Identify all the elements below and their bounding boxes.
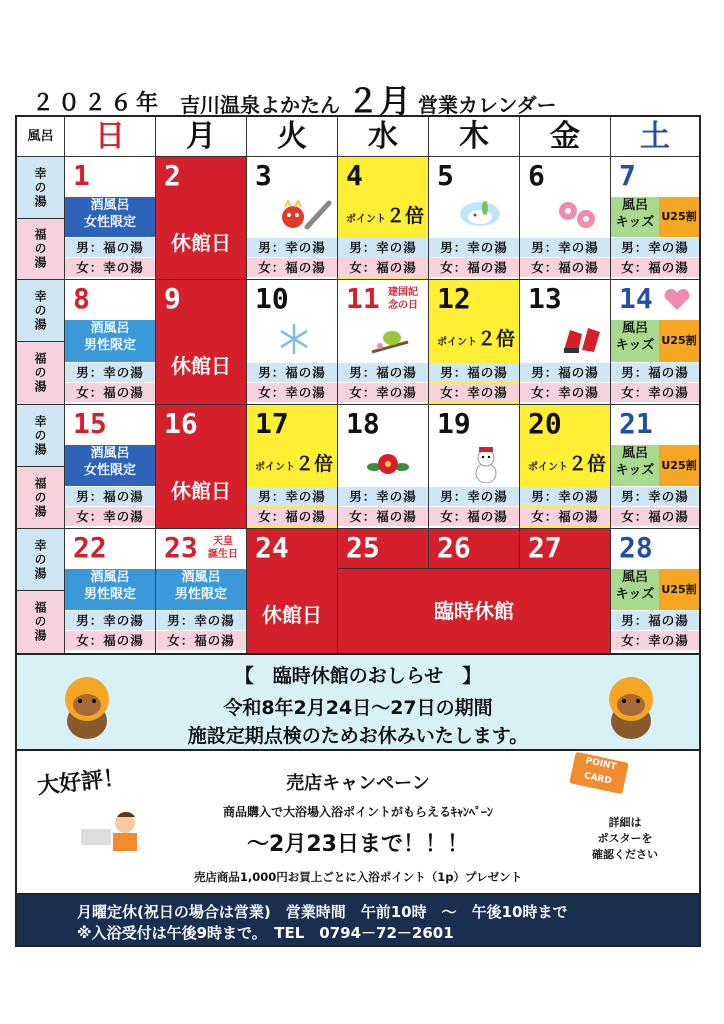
bath-male: 男：幸の湯: [429, 238, 519, 257]
day-cell-22: [65, 529, 156, 653]
kids-bath-badge: [611, 569, 659, 610]
day-number-17: 17: [255, 407, 289, 440]
calendar-grid: [15, 115, 701, 655]
day-cell-21: [611, 405, 699, 529]
day-number-4: 4: [346, 159, 363, 192]
day-number-21: 21: [619, 407, 653, 440]
bath-female: 女：幸の湯: [611, 383, 699, 402]
day-cell-26: [429, 529, 520, 569]
day-number-13: 13: [528, 282, 562, 315]
closure-notice: [15, 655, 701, 751]
sake-label: 酒風呂: [90, 321, 130, 336]
closed-label: 休館日: [171, 354, 231, 378]
day-number-5: 5: [437, 159, 454, 192]
kids-line2: キッズ: [615, 587, 655, 602]
bath-male: 男：幸の湯: [429, 487, 519, 506]
bath-male: 男：幸の湯: [338, 487, 428, 506]
day-cell-18: [338, 405, 429, 529]
day-cell-25: [338, 529, 429, 569]
day-cell-4: [338, 157, 429, 280]
snow-rabbit-icon: [457, 199, 503, 229]
day-number-23: 23: [164, 531, 198, 564]
point-big-label: ２倍: [295, 453, 334, 475]
weekday-wed: 水: [338, 117, 429, 157]
kids-line2: キッズ: [615, 215, 655, 230]
bath-female: 女：福の湯: [338, 258, 428, 277]
day-cell-17: [247, 405, 338, 529]
point-double: [528, 449, 606, 476]
sake-limit-label: 男性限定: [83, 338, 136, 353]
year-label: ２０２６年: [32, 91, 163, 116]
point-big-label: ２倍: [568, 453, 607, 475]
bath-female: 女：幸の湯: [247, 383, 337, 402]
bath-female: 女：福の湯: [611, 507, 699, 526]
day-number-10: 10: [255, 282, 289, 315]
poster-note: [592, 815, 658, 863]
side-sachi-3: 幸の湯: [17, 405, 65, 467]
closed-label: 休館日: [171, 231, 231, 255]
point-big-label: ２倍: [386, 205, 425, 227]
day-cell-3: [247, 157, 338, 280]
day-number-14: 14: [619, 282, 653, 315]
kids-line1: 風呂: [621, 446, 648, 461]
day-cell-23: [156, 529, 247, 653]
title-month: ２月: [346, 82, 411, 120]
plum-blossom-icon: [554, 199, 602, 231]
day-number-24: 24: [255, 531, 289, 564]
point-double: [437, 324, 515, 351]
temp-closed-label: 臨時休館: [434, 599, 514, 623]
notice-title: 【 臨時休館のおしらせ 】: [234, 665, 482, 687]
side-fuku-3: 福の湯: [17, 467, 65, 529]
u25-discount-badge: U25割: [659, 320, 699, 362]
point-small-label: ポイント: [437, 337, 477, 348]
day-cell-24: [247, 529, 338, 653]
day-cell-16: [156, 405, 247, 529]
point-small-label: ポイント: [528, 462, 568, 473]
sake-bath-female: [65, 445, 155, 486]
weekday-sun: 日: [65, 117, 156, 157]
poster-line3: 確認ください: [592, 848, 658, 861]
day-cell-13: [520, 280, 611, 405]
side-sachi-1: 幸の湯: [17, 157, 65, 219]
day-number-11: 11: [346, 282, 380, 315]
snowman-icon: [469, 445, 503, 483]
oni-icon: [279, 197, 335, 233]
day-cell-14: [611, 280, 699, 405]
bath-female: 女：福の湯: [247, 258, 337, 277]
day-number-9: 9: [164, 282, 181, 315]
title-prefix: 吉川温泉よかたん: [180, 93, 340, 117]
day-cell-15: [65, 405, 156, 529]
bath-female: 女：福の湯: [65, 631, 155, 650]
kids-bath-badge: [611, 197, 659, 237]
snowflake-icon: [277, 322, 311, 356]
sake-label: 酒風呂: [90, 570, 130, 585]
sake-bath-male: [65, 569, 155, 610]
bath-female: 女：福の湯: [156, 631, 246, 650]
bath-header: 風呂: [17, 117, 65, 157]
day-cell-11: [338, 280, 429, 405]
day-number-12: 12: [437, 282, 471, 315]
point-double: [255, 449, 333, 476]
bath-male: 男：福の湯: [520, 363, 610, 382]
bath-female: 女：福の湯: [520, 258, 610, 277]
bath-male: 男：幸の湯: [520, 487, 610, 506]
holiday-label: [208, 535, 238, 561]
sake-label: 酒風呂: [90, 198, 130, 213]
sake-label: 酒風呂: [181, 570, 221, 585]
day-cell-28: [611, 529, 699, 653]
bath-female: 女：福の湯: [429, 507, 519, 526]
bath-male: 男：幸の湯: [611, 487, 699, 506]
kids-line1: 風呂: [621, 198, 648, 213]
bath-male: 男：福の湯: [611, 363, 699, 382]
kids-line1: 風呂: [621, 321, 648, 336]
side-sachi-4: 幸の湯: [17, 529, 65, 591]
heart-icon: [661, 288, 693, 312]
reception-tel: ※入浴受付は午後9時まで。 TEL 0794－72－2601: [77, 924, 454, 942]
u25-discount-badge: U25割: [659, 197, 699, 237]
bath-female: 女：福の湯: [247, 507, 337, 526]
sake-bath-male: [65, 320, 155, 362]
side-fuku-1: 福の湯: [17, 219, 65, 280]
bath-female: 女：幸の湯: [520, 383, 610, 402]
day-cell-10: [247, 280, 338, 405]
day-number-27: 27: [528, 531, 562, 564]
notice-reason: 施設定期点検のためお休みいたします。: [187, 725, 529, 747]
mittens-icon: [560, 320, 604, 356]
poster-line2: ポスターを: [597, 832, 653, 845]
point-double: [346, 201, 424, 228]
sake-bath-male: [156, 569, 246, 610]
day-number-26: 26: [437, 531, 471, 564]
bath-male: 男：幸の湯: [156, 611, 246, 630]
holiday-label: [388, 286, 418, 312]
weekday-thu: 木: [429, 117, 520, 157]
closed-label: 休館日: [171, 479, 231, 503]
campaign-title: 売店キャンペーン: [286, 773, 430, 794]
day-number-18: 18: [346, 407, 380, 440]
bath-male: 男：福の湯: [65, 238, 155, 257]
kids-line2: キッズ: [615, 463, 655, 478]
day-cell-7: [611, 157, 699, 280]
bath-male: 男：福の湯: [611, 611, 699, 630]
point-small-label: ポイント: [255, 462, 295, 473]
day-number-20: 20: [528, 407, 562, 440]
day-cell-5: [429, 157, 520, 280]
closed-label: 休館日: [262, 603, 322, 627]
bath-female: 女：幸の湯: [429, 383, 519, 402]
bath-male: 男：幸の湯: [65, 363, 155, 382]
kids-line1: 風呂: [621, 570, 648, 585]
point-small-label: ポイント: [346, 214, 386, 225]
kids-bath-badge: [611, 445, 659, 486]
shop-campaign: [15, 751, 701, 895]
day-cell-9: [156, 280, 247, 405]
bath-male: 男：福の湯: [429, 363, 519, 382]
bath-female: 女：福の湯: [611, 258, 699, 277]
campaign-detail: 売店商品1,000円お買上ごとに入浴ポイント（1p）プレゼント: [193, 870, 523, 884]
weekday-tue: 火: [247, 117, 338, 157]
bath-male: 男：幸の湯: [247, 487, 337, 506]
side-fuku-4: 福の湯: [17, 591, 65, 653]
weekday-sat: 土: [611, 117, 699, 157]
bath-female: 女：福の湯: [65, 383, 155, 402]
campaign-description: 商品購入で大浴場入浴ポイントがもらえるｷｬﾝﾍﾟｰﾝ: [222, 805, 493, 819]
weekday-mon: 月: [156, 117, 247, 157]
side-fuku-2: 福の湯: [17, 342, 65, 405]
bath-male: 男：幸の湯: [65, 611, 155, 630]
day-number-25: 25: [346, 531, 380, 564]
bath-male: 男：幸の湯: [338, 238, 428, 257]
holiday-line1: 天皇: [213, 536, 233, 547]
day-number-7: 7: [619, 159, 636, 192]
holiday-line1: 建国記: [388, 287, 418, 298]
day-number-2: 2: [164, 159, 181, 192]
sake-limit-label: 男性限定: [174, 587, 227, 602]
day-cell-12: [429, 280, 520, 405]
bird-branch-icon: [370, 324, 410, 356]
bath-male: 男：福の湯: [247, 363, 337, 382]
sake-label: 酒風呂: [90, 446, 130, 461]
sake-bath-female: [65, 197, 155, 237]
kids-bath-badge: [611, 320, 659, 362]
day-number-16: 16: [164, 407, 198, 440]
u25-discount-badge: U25割: [659, 445, 699, 486]
bath-male: 男：幸の湯: [611, 238, 699, 257]
point-big-label: ２倍: [477, 328, 516, 350]
day-cell-27: [520, 529, 611, 569]
day-cell-20: [520, 405, 611, 529]
holiday-line2: 誕生日: [208, 549, 238, 560]
popular-badge: 大好評！: [36, 765, 127, 800]
bath-female: 女：福の湯: [429, 258, 519, 277]
bath-female: 女：福の湯: [338, 507, 428, 526]
day-number-3: 3: [255, 159, 272, 192]
day-cell-6: [520, 157, 611, 280]
campaign-deadline: ～2月23日まで！！！: [247, 832, 469, 857]
camellia-icon: [366, 449, 410, 479]
day-cell-2: [156, 157, 247, 280]
notice-period: 令和8年2月24日～27日の期間: [223, 697, 493, 719]
point-card-icon: POINT CARD: [569, 752, 628, 795]
holiday-line2: 念の日: [388, 300, 418, 311]
bath-male: 男：福の湯: [338, 363, 428, 382]
day-number-6: 6: [528, 159, 545, 192]
temporary-closure-block: [338, 569, 611, 653]
title-suffix: 営業カレンダー: [417, 93, 557, 117]
bath-female: 女：幸の湯: [65, 258, 155, 277]
bath-female: 女：幸の湯: [611, 631, 699, 650]
bath-female: 女：幸の湯: [65, 507, 155, 526]
day-number-19: 19: [437, 407, 471, 440]
day-number-8: 8: [73, 282, 90, 315]
bath-male: 男：福の湯: [65, 487, 155, 506]
day-number-28: 28: [619, 531, 653, 564]
day-number-1: 1: [73, 159, 90, 192]
bath-male: 男：幸の湯: [520, 238, 610, 257]
business-hours: 月曜定休(祝日の場合は営業) 営業時間 午前10時 ～ 午後10時まで: [77, 903, 568, 921]
sake-limit-label: 男性限定: [83, 587, 136, 602]
day-number-22: 22: [73, 531, 107, 564]
footer-hours: [15, 895, 701, 947]
bath-female: 女：幸の湯: [338, 383, 428, 402]
day-number-15: 15: [73, 407, 107, 440]
kids-line2: キッズ: [615, 338, 655, 353]
day-cell-1: [65, 157, 156, 280]
bath-female: 女：福の湯: [520, 507, 610, 526]
poster-line1: 詳細は: [608, 816, 642, 829]
sake-limit-label: 女性限定: [83, 463, 136, 478]
day-cell-8: [65, 280, 156, 405]
side-sachi-2: 幸の湯: [17, 280, 65, 342]
weekday-fri: 金: [520, 117, 611, 157]
day-cell-19: [429, 405, 520, 529]
bath-male: 男：幸の湯: [247, 238, 337, 257]
sake-limit-label: 女性限定: [83, 215, 136, 230]
u25-discount-badge: U25割: [659, 569, 699, 610]
